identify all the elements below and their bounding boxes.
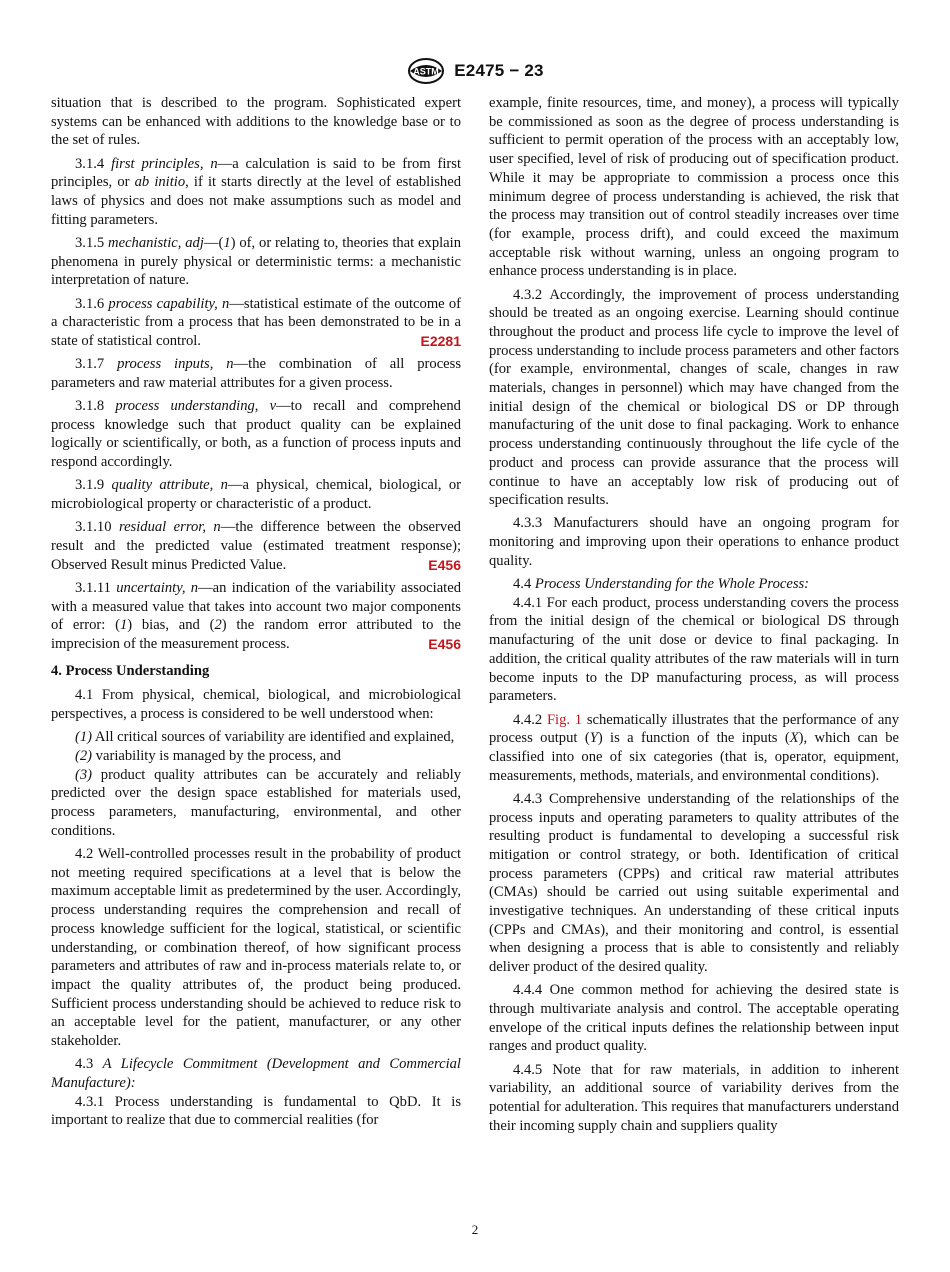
paragraph-4-2: 4.2 Well-controlled processes result in the probability of product not meeting required specifications at a level that is below the maximum acceptable limit as predetermined by the user. Accordingly, process understanding requires the comprehension and recall of process knowledge sufficient for the logical, statistical, or scientific understanding, or combination thereof, of how significant process parameters and attributes of raw and in-process materials relate to, or impact the quality attributes of, the product being produced. Sufficient process understanding should be achieved to reduce risk to an acceptable level for the patient, manufacturer, or any other stakeholder. [51,846,461,1050]
definition-3-1-5: 3.1.5 mechanistic, adj—(1) of, or relating to, theories that explain phenomena in purely physical or deterministic terms: a mechanistic interpretation of nature. [51,234,462,289]
paragraph-4-4-5: 4.4.5 Note that for raw materials, in addition to inherent variability, an additional source of variability derives from the potential for adulteration. This requires that manufacturers understand their incoming supply chain and suppliers quality [489,1061,899,1134]
subsection-4-4: 4.4 Process Understanding for the Whole Process: [513,576,810,593]
list-item: (1) All critical sources of variability are identified and explained, [75,729,455,746]
paragraph-continuation: example, finite resources, time, and money), a process will typically be commissioned as soon as the degree of process understanding is sufficient to permit operation of the process with an acceptably low, user specified, level of risk of producing out of specification product. While it may be appropriate to commission a process once this minimum degree of process understanding is achieved, the risk that the process may transition out of control steadily increases over time (for example, process drift), and could exceed the maximum acceptable risk without warning, unless an ongoing program to enhance process understanding is in place. [489,95,899,280]
left-column [51,94,461,1135]
reference-e456[interactable]: E456 [428,635,461,652]
paragraph-4-3-2: 4.3.2 Accordingly, the improvement of process understanding should be treated as an ongoing exercise. Learning should continue throughout the product and process life cycle to improve the level of process understanding to include process parameters and other factors (for example, environmental, changes of scale, changes in raw materials, changes in personnel) which may have changed from the initial design of the chemical or biological DS or DP through manufacturing of the unit dose to final packaging. Work to enhance process understanding continuously throughout the life cycle of the product and process can provide assurance that the process will continue to have an acceptably low risk of producing out of specification results. [489,286,899,509]
paragraph-4-4-2: 4.4.2 Fig. 1 schematically illustrates that the performance of any process output (Y) is a function of the inputs (X), which can be classified into one of six categories (that is, operator, equipment, measurements, methods, materials, and environmental conditions). [489,711,899,784]
definition-3-1-4: 3.1.4 first principles, n—a calculation is said to be from first principles, or ab initio, if it starts directly at the level of established laws of physics and does not make assumptions such as model and fitting parameters. [51,155,462,228]
page-header [0,54,950,88]
definition-3-1-9: 3.1.9 quality attribute, n—a physical, chemical, biological, or microbiological property or characteristic of a product. [51,477,461,513]
definition-3-1-6: 3.1.6 process capability, n—statistical estimate of the outcome of a characteristic from a process that has been demonstrated to be in a state of statistical control. E2281 [51,295,462,349]
document-id: E2475 − 23 [454,61,544,80]
paragraph-4-4-1: 4.4.1 For each product, process understanding covers the process from the initial design of the chemical or biological DS through manufacturing of the unit dose or device to final packaging. In addition, the critical quality attributes of the raw materials will in turn become inputs to the DP manufacturing process, as will process parameters. [489,594,899,705]
list-item: (2) variability is managed by the process, and [75,748,341,764]
section-heading: 4. Process Understanding [51,662,210,679]
paragraph-4-1: 4.1 From physical, chemical, biological, and microbiological perspectives, a process is considered to be well understood when: [51,687,461,723]
paragraph-4-4-3: 4.4.3 Comprehensive understanding of the relationships of the process inputs and operating parameters to quality attributes of the resulting product is fundamental to developing a successful risk mitigation or control strategy, or both. Identification of critical process parameters (CPPs) and critical raw material attributes (CMAs) should be carried out using suitable experimental and investigative techniques. An understanding of these critical inputs (CPPs and CMAs), and their monitoring and control, is essential when designing a process that is able to consistently and reliably deliver product of the desired quality. [489,790,899,976]
definition-3-1-10: 3.1.10 residual error, n—the difference between the observed result and the predicted value (estimated treatment response); Observed Result minus Predicted Value. E456 [51,519,461,573]
astm-logo-icon [406,57,446,85]
reference-e2281[interactable]: E2281 [420,332,461,349]
definition-3-1-11: 3.1.11 uncertainty, n—an indication of the variability associated with a measured value that takes into account two major components of error: (1) bias, and (2) the random error attributed to the imprecision of the measurement process. E456 [51,579,461,652]
paragraph-4-4-4: 4.4.4 One common method for achieving the desired state is through multivariate analysis and control. The acceptable operating envelope of the critical inputs defines the relationship between input ranges and product quality. [489,982,899,1055]
list-item: (3) product quality attributes can be accurately and reliably predicted over the design space established for materials used, process parameters, manufacturing, environmental, and other conditions. [51,766,461,839]
paragraph-4-3-1: 4.3.1 Process understanding is fundamental to QbD. It is important to realize that due to commercial realities (for [51,1093,461,1129]
paragraph-continuation: situation that is described to the program. Sophisticated expert systems can be enhanced with additions to the knowledge base or to the set of rules. [51,95,461,149]
subsection-4-3: 4.3 A Lifecycle Commitment (Development and Commercial Manufacture): [51,1056,461,1091]
definition-3-1-8: 3.1.8 process understanding, v—to recall and comprehend process knowledge such that product quality can be explained logically or scientifically, or both, as a function of process inputs and respond accordingly. [51,398,461,471]
figure-1-link[interactable]: Fig. 1 [546,711,583,728]
paragraph-4-3-3: 4.3.3 Manufacturers should have an ongoing program for monitoring and improving upon their operations to enhance product quality. [489,515,899,569]
logo-text: ASTM [413,66,440,77]
right-column [489,94,899,1140]
page-number: 2 [471,1222,479,1237]
reference-e456[interactable]: E456 [428,556,461,573]
definition-3-1-7: 3.1.7 process inputs, n—the combination of all process parameters and raw material attributes for a given process. [51,356,462,391]
